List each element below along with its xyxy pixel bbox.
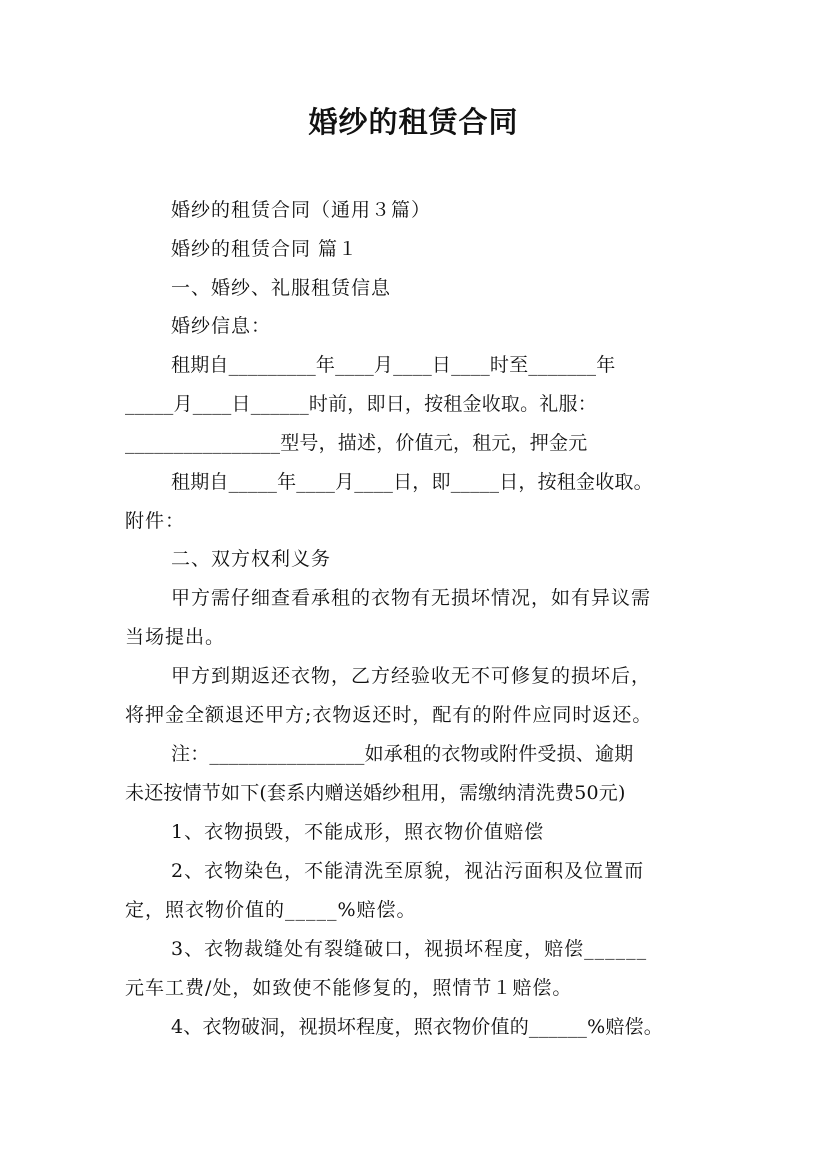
text-line: 注：________________如承租的衣物或附件受损、逾期 bbox=[171, 743, 634, 765]
document-title: 婚纱的租赁合同 bbox=[308, 105, 519, 139]
list-item: 3、衣物裁缝处有裂缝破口，视损坏程度，赔偿______ bbox=[171, 938, 648, 960]
text-line: 甲方到期返还衣物，乙方经验收无不可修复的损坏后， bbox=[171, 665, 652, 687]
text-line: 未还按情节如下(套系内赠送婚纱租用，需缴纳清洗费50元) bbox=[125, 782, 626, 804]
text-line: 租期自_________年____月____日____时至_______年 bbox=[171, 354, 616, 376]
section-heading: 一、婚纱、礼服租赁信息 bbox=[171, 277, 392, 299]
text-line: 将押金全额退还甲方;衣物返还时，配有的附件应同时返还。 bbox=[125, 704, 653, 726]
text-line: _____月____日______时前，即日，按租金收取。礼服： bbox=[125, 393, 597, 415]
list-item: 4、衣物破洞，视损坏程度，照衣物价值的______%赔偿。 bbox=[171, 1016, 663, 1038]
text-line: ________________型号，描述，价值元，租元，押金元 bbox=[125, 432, 588, 454]
text-line: 租期自_____年____月____日，即_____日，按租金收取。 bbox=[171, 471, 653, 493]
subsection-heading: 婚纱信息： bbox=[171, 315, 272, 337]
list-item: 1、衣物损毁，不能成形，照衣物价值赔偿 bbox=[171, 821, 545, 843]
section-title: 婚纱的租赁合同 篇１ bbox=[171, 238, 359, 260]
text-line: 附件： bbox=[125, 510, 186, 532]
text-line: 元车工费/处，如致使不能修复的，照情节１赔偿。 bbox=[125, 977, 573, 999]
list-item: 2、衣物染色，不能清洗至原貌，视沾污面积及位置而 bbox=[171, 860, 645, 882]
text-line: 定，照衣物价值的_____%赔偿。 bbox=[125, 899, 417, 921]
doc-subtitle: 婚纱的租赁合同（通用３篇） bbox=[171, 199, 432, 221]
text-line: 当场提出。 bbox=[125, 626, 226, 648]
text-line: 甲方需仔细查看承租的衣物有无损坏情况，如有异议需 bbox=[171, 587, 652, 609]
section-heading: 二、双方权利义务 bbox=[171, 548, 332, 570]
